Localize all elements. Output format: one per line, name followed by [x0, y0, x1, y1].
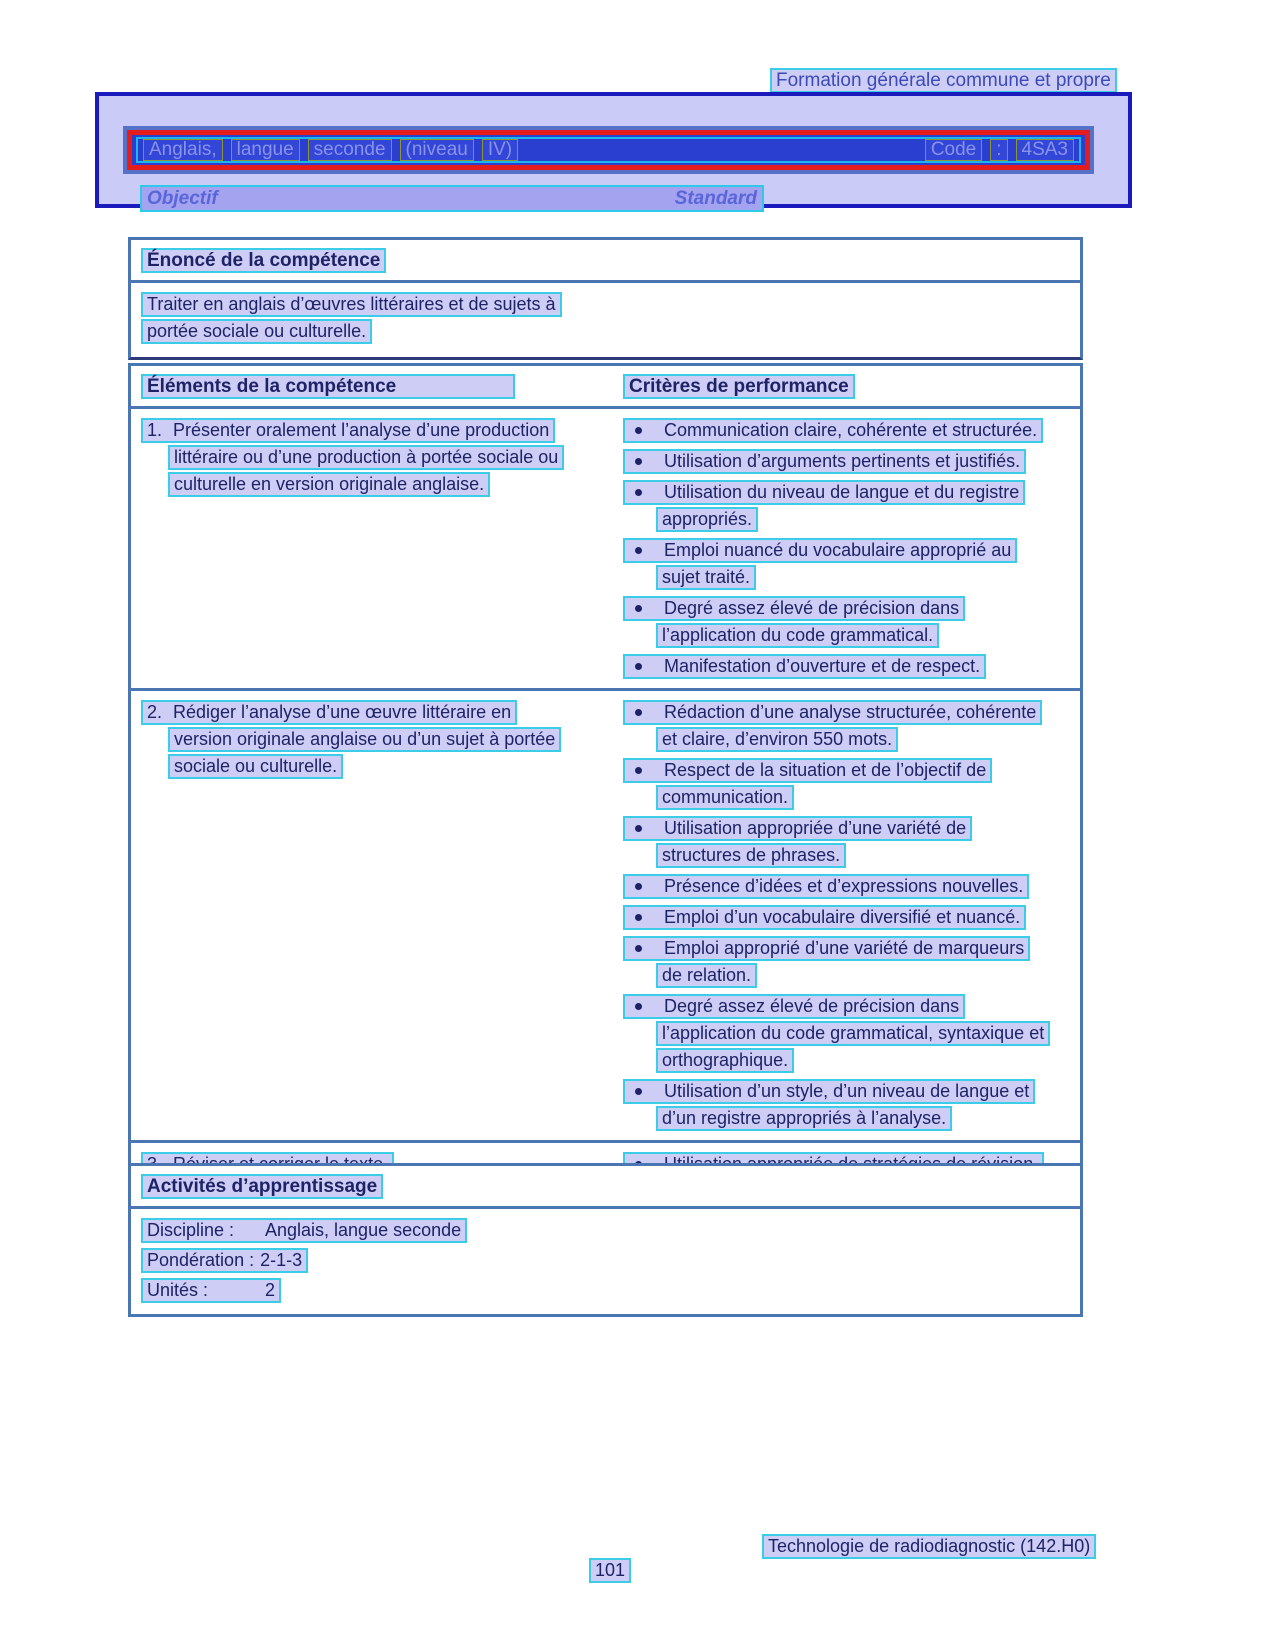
criterion: [623, 700, 1080, 752]
bullet-icon: [635, 1088, 642, 1095]
criterion-line: Utilisation du niveau de langue et du registre: [664, 482, 1020, 502]
activites-header-row: [131, 1166, 1080, 1209]
criterion: [623, 874, 1080, 899]
criterion: [623, 654, 1080, 679]
item-number: 2.: [147, 702, 163, 722]
criterion-line: Degré assez élevé de précision dans: [664, 996, 960, 1016]
elements-left-header: Éléments de la compétence: [141, 374, 515, 399]
activites-value: Anglais, langue seconde: [265, 1220, 462, 1240]
banner-code-value: 4SA3: [1016, 139, 1074, 161]
footer-program-text: Technologie de radiodiagnostic (142.H0): [762, 1534, 1096, 1559]
criterion: [623, 905, 1080, 930]
bullet-icon: [635, 945, 642, 952]
banner-word: (niveau: [400, 139, 474, 161]
criterion: [623, 418, 1080, 443]
bullet-icon: [635, 914, 642, 921]
banner-code-label: Code: [925, 139, 982, 161]
criterion: [623, 596, 1080, 648]
criterion-line: Utilisation appropriée d’une variété de: [664, 818, 967, 838]
item-line: Rédiger l’analyse d’une œuvre littéraire en: [173, 702, 512, 722]
criterion-line: d’un registre appropriés à l’analyse.: [656, 1106, 952, 1131]
element-item: [141, 700, 623, 1133]
objectif-heading: Objectif: [147, 187, 218, 209]
criterion-line: Degré assez élevé de précision dans: [664, 598, 960, 618]
bullet-icon: [635, 663, 642, 670]
criterion-line: Utilisation d’un style, d’un niveau de langue et: [664, 1081, 1030, 1101]
criterion-line: Utilisation d’arguments pertinents et justifiés.: [664, 451, 1021, 471]
activites-table: [128, 1163, 1083, 1317]
activites-label: Discipline :: [147, 1220, 235, 1240]
bullet-icon: [635, 458, 642, 465]
banner-code-colon: :: [990, 139, 1007, 161]
activites-body: [131, 1209, 1080, 1314]
criterion-line: structures de phrases.: [656, 843, 846, 868]
item-line: culturelle en version originale anglaise.: [168, 472, 490, 497]
banner-word: IV): [482, 139, 518, 161]
element-row-1: [131, 409, 1080, 691]
activites-label: Unités :: [147, 1280, 209, 1300]
activites-label: Pondération :: [147, 1250, 255, 1270]
item-line: Présenter oralement l’analyse d’une production: [173, 420, 550, 440]
criterion-line: sujet traité.: [656, 565, 756, 590]
criterion: [623, 758, 1080, 810]
criterion: [623, 480, 1080, 532]
criterion-line: Rédaction d’une analyse structurée, cohérente: [664, 702, 1037, 722]
enonce-body: [131, 283, 1080, 357]
criterion-line: Manifestation d’ouverture et de respect.: [664, 656, 981, 676]
item-line: sociale ou culturelle.: [168, 754, 343, 779]
criterion: [623, 1079, 1080, 1131]
element-item: [141, 418, 623, 681]
activites-title: Activités d’apprentissage: [141, 1174, 383, 1199]
elements-right-header: Critères de performance: [623, 374, 855, 399]
elements-header-row: [131, 366, 1080, 409]
criterion-line: Emploi d’un vocabulaire diversifié et nuancé.: [664, 907, 1021, 927]
criterion-line: l’application du code grammatical.: [656, 623, 939, 648]
enonce-table: [128, 237, 1083, 360]
bullet-icon: [635, 605, 642, 612]
criteria-list: [623, 418, 1080, 681]
course-title-banner: [127, 130, 1090, 170]
enonce-line: Traiter en anglais d’œuvres littéraires et de sujets à: [141, 292, 562, 317]
element-row-2: [131, 691, 1080, 1143]
criterion: [623, 816, 1080, 868]
item-line: version originale anglaise ou d’un sujet à portée: [168, 727, 561, 752]
criterion: [623, 538, 1080, 590]
banner-word: Anglais,: [143, 139, 223, 161]
activites-value: 2-1-3: [260, 1250, 303, 1270]
criteria-list: [623, 700, 1080, 1133]
criterion-line: Communication claire, cohérente et structurée.: [664, 420, 1038, 440]
criterion-line: et claire, d’environ 550 mots.: [656, 727, 898, 752]
criterion-line: Emploi nuancé du vocabulaire approprié au: [664, 540, 1012, 560]
activites-value: 2: [265, 1280, 276, 1300]
criterion: [623, 936, 1080, 988]
running-header: [770, 68, 1117, 93]
footer-program: [762, 1534, 1096, 1559]
item-line: littéraire ou d’une production à portée sociale ou: [168, 445, 564, 470]
footer-page-number: [589, 1558, 631, 1583]
bullet-icon: [635, 489, 642, 496]
bullet-icon: [635, 825, 642, 832]
elements-table: [128, 363, 1083, 1220]
banner-word: seconde: [308, 139, 392, 161]
criterion-line: l’application du code grammatical, syntaxique et: [656, 1021, 1050, 1046]
bullet-icon: [635, 427, 642, 434]
standard-heading: Standard: [674, 187, 757, 209]
page-number-text: 101: [589, 1558, 631, 1583]
enonce-header-row: [131, 240, 1080, 283]
criterion-line: Emploi approprié d’une variété de marqueurs: [664, 938, 1025, 958]
criterion: [623, 449, 1080, 474]
banner-word: langue: [231, 139, 300, 161]
criterion: [623, 994, 1080, 1073]
criterion-line: orthographique.: [656, 1048, 794, 1073]
criterion-line: Présence d’idées et d’expressions nouvelles.: [664, 876, 1024, 896]
criterion-line: Respect de la situation et de l’objectif de: [664, 760, 987, 780]
bullet-icon: [635, 767, 642, 774]
bullet-icon: [635, 883, 642, 890]
enonce-line: portée sociale ou culturelle.: [141, 319, 372, 344]
bullet-icon: [635, 709, 642, 716]
item-number: 1.: [147, 420, 163, 440]
criterion-line: appropriés.: [656, 507, 758, 532]
running-header-text: Formation générale commune et propre: [770, 68, 1117, 93]
objectif-standard-strip: [140, 185, 764, 212]
enonce-title: Énoncé de la compétence: [141, 248, 386, 273]
bullet-icon: [635, 547, 642, 554]
bullet-icon: [635, 1003, 642, 1010]
banner-line-highlight: [136, 137, 1081, 163]
criterion-line: communication.: [656, 785, 794, 810]
criterion-line: de relation.: [656, 963, 757, 988]
